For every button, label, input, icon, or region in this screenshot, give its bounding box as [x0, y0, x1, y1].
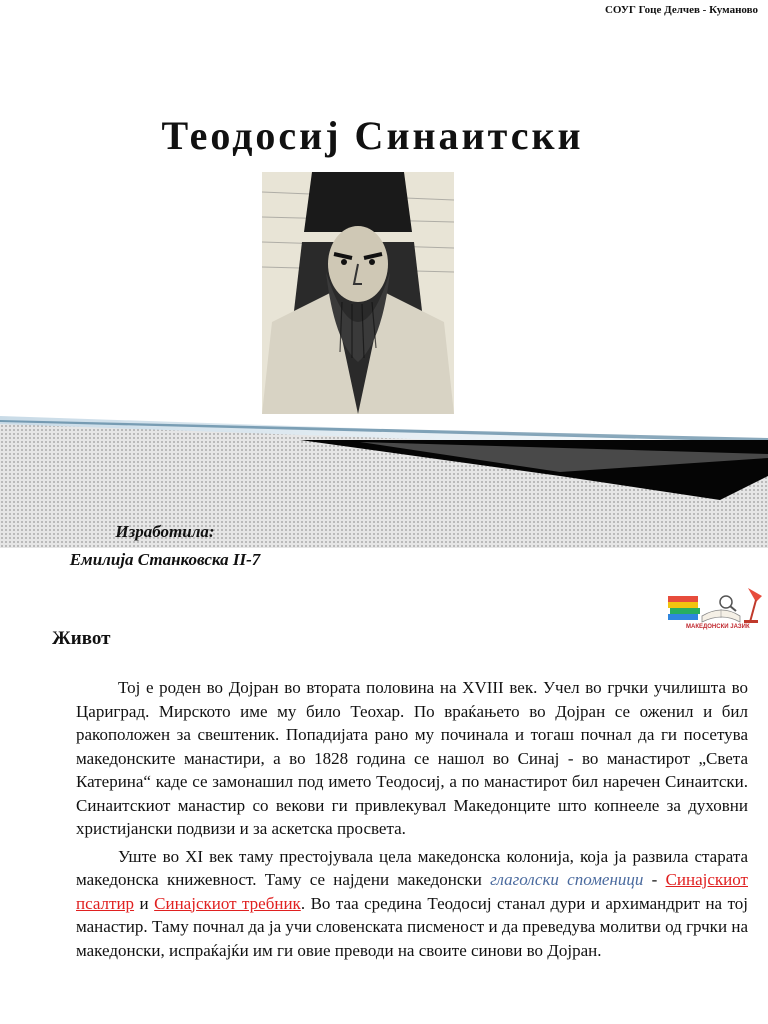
sinai-trebnik-link[interactable]: Синајскиот требник: [154, 893, 301, 913]
article-body: [76, 676, 748, 966]
page-title: Теодосиј Синаитски: [161, 113, 584, 158]
section-heading: Живот: [52, 628, 111, 649]
paragraph-1: Тој е роден во Дојран во втората половина на XVIII век. Учел во грчки училишта во Цариград. Мирското име му било Теохар. По враќањето во Дојран се оженил и бил ракоположен за свештеник. Попадијата рано му починала и тогаш почнал да ги посетува македонските манастири, а во 1828 година се нашол во Синај - во манастирот „Света Катерина“ каде се замонашил под името Теодосиј, а по манастирот бил наречен Синаитски. Синаитскиот манастир со векови ги привлекувал Македонците што копнееле за духовни христијански подвизи и за аскетска просвета.: [76, 678, 748, 838]
school-header: СОУГ Гоце Делчев - Куманово: [604, 4, 758, 16]
sinai-psalter-link[interactable]: Синајскиот псалтир: [76, 870, 748, 913]
portrait-image: [262, 172, 454, 414]
logo-label: МАКЕДОНСКИ ЈАЗИК: [686, 624, 750, 630]
paragraph-2-part2: . Во таа средина Теодосиј станал дури и архимандрит на тој манастир. Таму почнал да ја учи словенската писменост и да преведува молитви од грчки на македонски, испраќајќи им ги овие преводи на своите синови во Дојран.: [76, 893, 748, 960]
book-logo-icon: [666, 582, 768, 640]
author-block: [0, 518, 330, 574]
glagolitic-monuments-text: глаголски споменици: [490, 870, 644, 889]
paragraph-2-part1: Уште во XI век таму престојувала цела македонска колонија, која ја развила старата македонска книжевност. Таму се најдени македонски: [76, 846, 748, 889]
paragraph-2: [76, 845, 748, 963]
and-text: и: [134, 893, 155, 913]
dash-text: -: [643, 870, 666, 889]
author-label: Изработила:: [115, 522, 215, 541]
author-name: Емилија Станковска II-7: [69, 550, 261, 569]
